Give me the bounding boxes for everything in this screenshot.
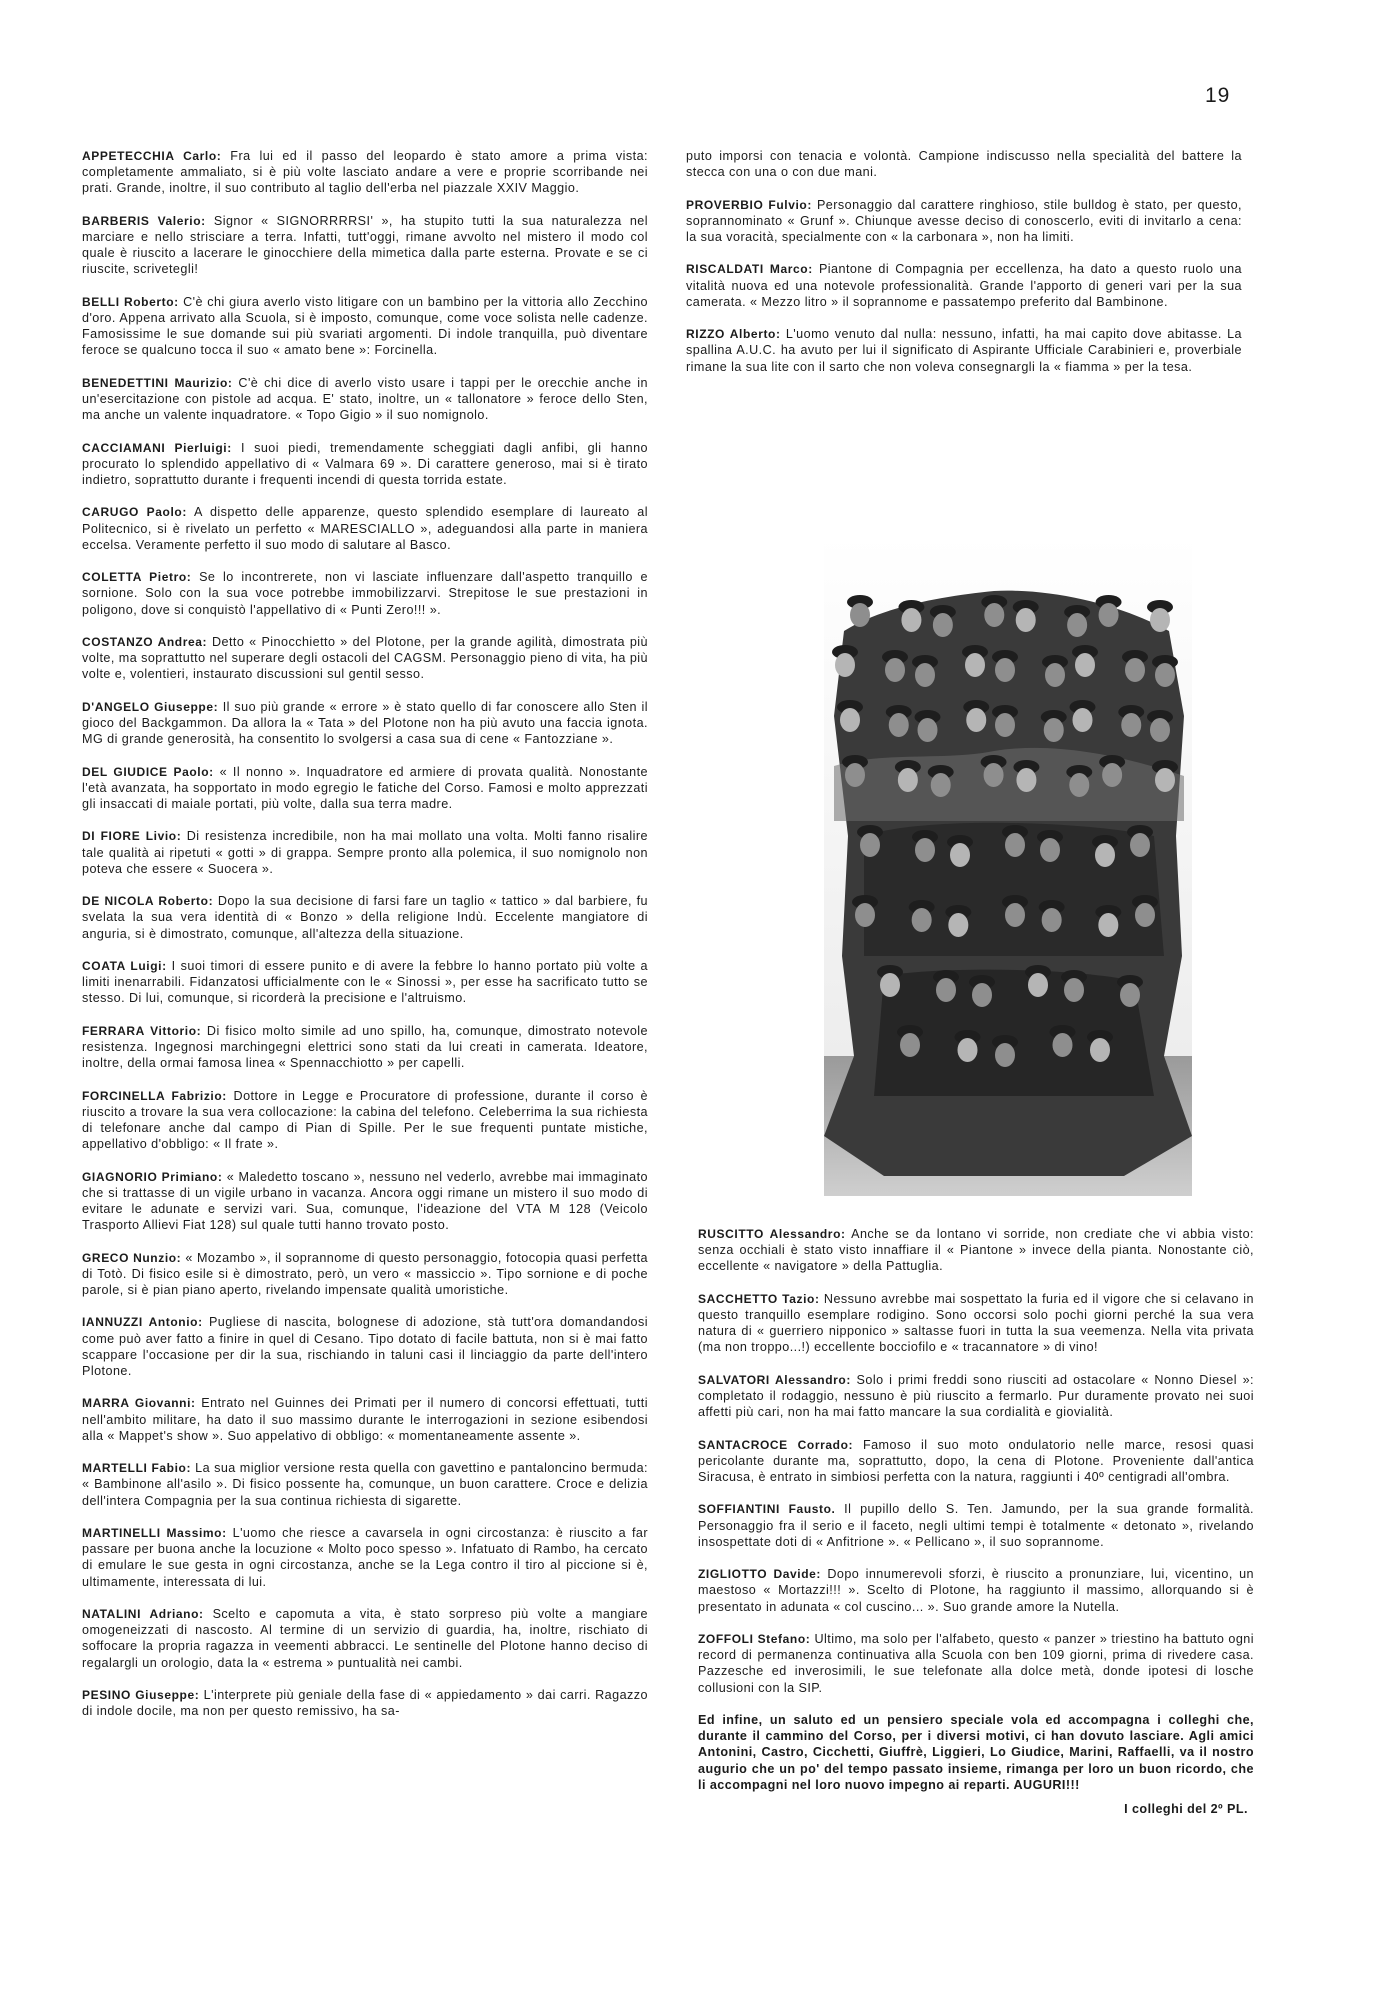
profile-name: BELLI Roberto: [82,294,179,309]
profile-text: « Mozambo », il soprannome di questo personaggio, fotocopia quasi perfetta di Totò. Di fisico esile si è dimostrato, però, un vero « massiccio ». Tipo sornione e di poche parole, si è pian piano aperto, rivelando impensate qualità umoristiche. [82,1250,648,1297]
profile-name: BARBERIS Valerio: [82,213,206,228]
profile-entry [82,1088,648,1153]
profile-text: Signor « SIGNORRRRSI' », ha stupito tutti la sua naturalezza nel marciare e nello strisciare a terra. Infatti, tutt'oggi, rimane avvolto nel mistero il modo col quale è riuscito a lacerare le ginocchiere della mimetica dalla parte esterna. Provate e se ci riuscite, scrivetegli! [82,213,648,277]
profile-name: RISCALDATI Marco: [686,262,813,277]
soldier-face [948,913,968,937]
soldier-face [972,983,992,1007]
profile-name: GIAGNORIO Primiano: [82,1169,223,1184]
profile-entry [82,375,648,424]
soldier-face [931,773,951,797]
profile-text: I suoi piedi, tremendamente scheggiati dagli anfibi, gli hanno procurato lo splendido appellativo di « Valmara 69 ». Di carattere generoso, mai si è tirato indietro, soprattutto durante i frequenti incendi di questa torrida estate. [82,440,648,487]
soldier-face [845,763,865,787]
profile-entry [686,261,1242,310]
profile-entry [82,1460,648,1509]
profile-name: BENEDETTINI Maurizio: [82,375,233,390]
soldier-face [995,658,1015,682]
soldier-face [933,613,953,637]
soldier-face [912,908,932,932]
soldier-face [1150,608,1170,632]
profile-name: CACCIAMANI Pierluigi: [82,440,232,455]
soldier-face [995,1043,1015,1067]
profile-name: RIZZO Alberto: [686,327,781,342]
soldier-face [918,718,938,742]
profile-text: L'uomo venuto dal nulla: nessuno, infatti, ha mai capito dove abitasse. La spallina A.U.C. ha avuto per lui il significato di Aspirante Ufficiale Carabinieri e, proverbiale rimane la sua lite con il sarto che non voleva consegnargli la « fiamma » per la tesa. [686,327,1243,374]
profile-entry [82,1606,648,1671]
profile-entry [686,197,1242,246]
soldier-face [1016,608,1036,632]
profile-entry [82,569,648,618]
profile-text: Scelto e capomuta a vita, è stato sorpreso più volte a mangiare omogeneizzati di nascosto. Al termine di un servizio di guardia, ha, inoltre, rischiato di soffocare la propria ragazza in veementi abbracci. Le sentinelle del Plotone hanno deciso di regalargli un orologio, data la « estrema » puntualità nei cambi. [82,1606,648,1670]
soldier-face [1044,718,1064,742]
profile-name: MARTELLI Fabio: [82,1461,192,1476]
profile-name: RUSCITTO Alessandro: [698,1227,846,1241]
profile-name: COATA Luigi: [82,958,167,973]
profile-text: A dispetto delle apparenze, questo splendido esemplare di laureato al Politecnico, si è rivelato un perfetto « MARESCIALLO », adeguandosi alla parte in maniera eccelsa. Veramente perfetto il suo modo di salutare al Basco. [82,505,648,552]
soldier-face [1121,713,1141,737]
profile-text: I suoi timori di essere punito e di avere la febbre lo hanno portato più volte a limiti inenarrabili. Fidanzatosi ufficialmente con le « Sinossi », per esse ha sacrificato tutto se stesso. Di lui, comunque, si ricorderà la precisione e l'altruismo. [82,958,649,1006]
profile-entry [82,764,648,813]
profile-name: SOFFIANTINI Fausto. [698,1502,836,1517]
soldier-face [1102,763,1122,787]
profile-name: IANNUZZI Antonio: [82,1315,203,1330]
soldier-face [995,713,1015,737]
profile-entry [82,1525,648,1590]
profile-entry [82,1687,648,1719]
soldier-face [915,663,935,687]
profile-entry [698,1372,1254,1421]
soldier-face [1098,913,1118,937]
soldier-face [958,1038,978,1062]
soldier-face [1045,663,1065,687]
group-photo-image [824,536,1192,1196]
profile-text: Fra lui ed il passo del leopardo è stato amore a prima vista: completamente ammaliato, si è più volte lasciato andare a vere e proprie scorribande nei prati. Grande, inoltre, il suo contributo al taglio dell'erba nel piazzale XXIV Maggio. [82,149,648,196]
right-column-top [686,148,1242,391]
profile-entry [82,1250,648,1299]
profile-entry [686,326,1242,375]
signature: I colleghi del 2º PL. [1124,1802,1248,1816]
profile-entry [698,1501,1254,1550]
profile-text: Dottore in Legge e Procuratore di professione, durante il corso è riuscito a trovare la sua vera collocazione: la cabina del telefono. Celeberrima la sua richiesta di telefonare anche dal campo di Pian di Spille. Per le sue frequenti puntate mistiche, appellativo d'obbligo: « Il frate ». [82,1088,648,1152]
soldier-face [1125,658,1145,682]
soldier-face [1095,843,1115,867]
profile-name: SACCHETTO Tazio: [698,1291,820,1306]
profile-entry [82,504,648,553]
profile-name: APPETECCHIA Carlo: [82,149,222,163]
profile-name: CARUGO Paolo: [82,505,187,520]
soldier-face [915,838,935,862]
profile-name: DI FIORE Livio: [82,829,182,844]
profile-name: DEL GIUDICE Paolo: [82,764,214,779]
profile-entry [698,1631,1254,1696]
profile-entry [82,148,648,197]
profile-text: Nessuno avrebbe mai sospettato la furia ed il vigore che si celavano in questo tranquillo esemplare rodigino. Sono occorsi solo pochi giorni perché la sua vera natura di « guerriero nipponico » saltasse fuori in tutta la sua veemenza. Nella vita privata (ma non troppo...!) eccellente bocciofilo e « tracannatore » di vino! [698,1291,1254,1355]
soldier-face [984,763,1004,787]
profile-text: Solo i primi freddi sono riusciti ad ostacolare « Nonno Diesel »: completato il rodaggio, nessuno è più riuscito a fermarlo. Pur duramente provato nei suoi affetti più cari, non ha mai fatto mancare la sua cordialità e giovialità. [698,1372,1254,1420]
profile-name: FERRARA Vittorio: [82,1023,202,1038]
soldier-face [1155,663,1175,687]
profile-text: La sua miglior versione resta quella con gavettino e pantaloncino bermuda: « Bambinone all'asilo ». Di fisico possente ha, comunque, un buon carattere. Croce e delizia dell'intera Compagnia per la sua continua richiesta di sigarette. [82,1461,648,1508]
right-bottom-entries [698,1226,1254,1696]
soldier-face [1028,973,1048,997]
profile-entry [82,958,648,1007]
profile-entry [82,1314,648,1379]
soldier-face [840,708,860,732]
profile-entry [82,699,648,748]
profile-name: SANTACROCE Corrado: [698,1437,854,1452]
profile-text: Se lo incontrerete, non vi lasciate influenzare dall'aspetto tranquillo e sornione. Solo con la sua voce potrebbe immobilizzarvi. Strepitose le sue prestazioni in poligono, dove si conquistò l'appellativo di « Punti Zero!!! ». [82,570,648,617]
profile-text: Famoso il suo moto ondulatorio nelle marce, resosi quasi pericolante durante ma, soprattutto, dopo, la cena di Plotone. Proveniente dall'antica Siracusa, è entrato in simbiosi perfetta con la natura, raggiunti i 40º centigradi all'ombra. [698,1437,1254,1484]
soldier-face [1016,768,1036,792]
soldier-face [1005,833,1025,857]
profile-entry [82,893,648,942]
profile-name: PESINO Giuseppe: [82,1687,200,1702]
soldier-face [900,1033,920,1057]
profile-entry [82,294,648,359]
soldier-face [1067,613,1087,637]
profile-entry [82,213,648,278]
profile-text: Anche se da lontano vi sorride, non crediate che vi abbia visto: senza occhiali è stato visto innaffiare il « Piantone » invece della pianta. Nonostante ciò, eccellente « navigatore » della Pattuglia. [698,1227,1254,1274]
soldier-face [1053,1033,1073,1057]
profile-name: MARTINELLI Massimo: [82,1525,227,1540]
profile-entry [82,440,648,489]
profile-text: Di fisico molto simile ad uno spillo, ha, comunque, dimostrato notevole resistenza. Ingegnosi marchingegni elettrici sono stati da lui creati in camerata. Ideatore, inoltre, della ormai famosa linea « Spennacchiotto » per capelli. [82,1023,648,1071]
profile-text: Ultimo, ma solo per l'alfabeto, questo « panzer » triestino ha battuto ogni record di permanenza continuativa alla Scuola con ben 109 giorni, prima di rivedere casa. Pazzesche ed inverosimili, le sue telefonate alla dolce metà, donde ipotesi di losche collusioni con la SIP. [698,1631,1254,1695]
profile-text: Dopo innumerevoli sforzi, è riuscito a pronunziare, lui, vicentino, un maestoso « Mortazzi!!! ». Scelto di Plotone, ha raggiunto il massimo, allorquando si è presentato in adunata « col cuscino... ». Suo grande amore la Nutella. [698,1567,1254,1614]
profile-text: Pugliese di nascita, bolognese di adozione, stà tutt'ora domandandosi come può aver fatto a finire in quel di Cesano. Tipo dotato di facile battuta, non si è mai fatto scappare l'occasione per dir la sua, rischiando in taluni casi il linciaggio da parte dell'intero Plotone. [82,1315,648,1378]
soldier-face [966,708,986,732]
profile-text: L'interprete più geniale della fase di « appiedamento » dai carri. Ragazzo di indole docile, ma non per questo remissivo, ha sa- [82,1687,648,1719]
profile-name: NATALINI Adriano: [82,1606,204,1621]
right-column-bottom [698,1226,1254,1817]
profile-name: DE NICOLA Roberto: [82,894,214,909]
profile-name: MARRA Giovanni: [82,1396,196,1411]
soldier-face [984,603,1004,627]
soldier-face [885,658,905,682]
soldier-face [1130,833,1150,857]
soldier-face [850,603,870,627]
soldier-face [1005,903,1025,927]
profile-name: D'ANGELO Giuseppe: [82,699,219,714]
profile-entry [82,1395,648,1444]
profile-name: PROVERBIO Fulvio: [686,197,812,212]
profile-entry [698,1566,1254,1615]
profile-text: Dopo la sua decisione di farsi fare un taglio « tattico » dal barbiere, fu svelata la sua vera identità di « Bonzo » della religione Indù. Eccelente mangiatore di anguria, si è dimostrato, comunque, all'altezza della situazione. [82,894,648,941]
profile-text: « Maledetto toscano », nessuno nel vederlo, avrebbe mai immaginato che si trattasse di un vigile urbano in vacanza. Ancora oggi rimane un mistero il suo modo di evitare le adunate e servizi vari. Sua, comunque, l'ideazione del VTA M 128 (Veicolo Trasporto Allievi Fiat 128) sul quale tutti hanno trovato posto. [82,1169,649,1233]
left-column [82,148,648,1736]
profile-name: ZIGLIOTTO Davide: [698,1567,822,1582]
profile-text: Piantone di Compagnia per eccellenza, ha dato a questo ruolo una vitalità nuova ed una notevole professionalità. Grande l'apporto di generi vari per la sua camerata. « Mezzo litro » il soprannome e passatempo preferito dal Bambinone. [686,262,1242,309]
soldier-face [889,713,909,737]
soldier-face [1064,978,1084,1002]
soldier-face [898,768,918,792]
soldier-face [1150,718,1170,742]
profile-text: C'è chi dice di averlo visto usare i tappi per le orecchie anche in un'esercitazione con pistole ad acqua. E' stato, inoltre, un « tallonatore » feroce dello Sten, ma anche un valente inquadratore. « Topo Gigio » il suo nomignolo. [82,375,648,423]
soldier-face [1090,1038,1110,1062]
profile-entry [698,1291,1254,1356]
profile-text: Di resistenza incredibile, non ha mai mollato una volta. Molti fanno risalire tale qualità ai ripetuti « gotti » di grappa. Sempre pronto alla polemica, il suo nomignolo non poteva che essere « Suocera ». [82,829,649,876]
profile-name: SALVATORI Alessandro: [698,1372,851,1387]
profile-entry [82,634,648,683]
profile-name: GRECO Nunzio: [82,1250,182,1265]
profile-name: COLETTA Pietro: [82,570,192,585]
profile-text: C'è chi giura averlo visto litigare con un bambino per la vittoria allo Zecchino d'oro. Appena arrivato alla Scuola, si è imposto, comunque, come voce solista nelle cadenze. Famosissime le sue domande sui più svariati argomenti. Di indole tranquilla, può diventare feroce se qualcuno tocca il suo « amato bene »: Forcinella. [82,294,648,358]
soldier-face [1099,603,1119,627]
profile-text: Il suo più grande « errore » è stato quello di far conoscere allo Sten il gioco del Backgammon. Da allora la « Tata » del Plotone non ha più avuto una faccia ignota. MG di grande generosità, ha consentito lo svolgersi a casa sua di cene « Fantozziane ». [82,699,649,747]
soldier-face [1075,653,1095,677]
soldier-face [1042,908,1062,932]
soldier-face [855,903,875,927]
profile-entry [82,1169,648,1234]
profile-entry [82,1023,648,1072]
profile-name: FORCINELLA Fabrizio: [82,1088,227,1103]
profile-entry [698,1437,1254,1486]
soldier-face [901,608,921,632]
soldier-face [1069,773,1089,797]
profile-name: COSTANZO Andrea: [82,634,208,649]
profile-text: Personaggio dal carattere ringhioso, stile bulldog è stato, per questo, soprannominato « Grunf ». Chiunque avesse deciso di conoscerlo, eviti di invitarlo a cena: la sua voracità, specialmente con « la carbonara », non ha limiti. [686,197,1242,244]
profile-text: « Il nonno ». Inquadratore ed armiere di provata qualità. Nonostante l'età avanzata, ha sopportato in modo egregio le fatiche del Corso. Famosi e molto apprezzati gli insaccati di maiale portati, più volte, dalla sua terra madre. [82,764,648,811]
page-number: 19 [1205,84,1231,107]
continued-paragraph: puto imporsi con tenacia e volontà. Campione indiscusso nella specialità del battere la stecca con una o con due mani. [686,149,1242,180]
soldier-face [1040,838,1060,862]
profile-entry [82,828,648,877]
profile-text: Il pupillo dello S. Ten. Jamundo, per la sua grande formalità. Personaggio fra il serio e il faceto, negli ultimi tempi è totalmente « detonato », rivelando insospettate doti di « Anfitrione ». « Pellicano », il suo soprannome. [698,1502,1254,1549]
closing-paragraph: Ed infine, un saluto ed un pensiero speciale vola ed accompagna i colleghi che, durante il cammino del Corso, per i diversi motivi, ci han dovuto lasciare. Agli amici Antonini, Castro, Cicchetti, Giuffrè, Liggieri, Lo Giudice, Marini, Raffaelli, va il nostro augurio che un po' del tempo passato insieme, rimanga per loro un buon ricordo, che li accompagni nel loro nuovo impegno ai reparti. AUGURI!!! [698,1712,1254,1792]
soldier-face [936,978,956,1002]
soldier-face [835,653,855,677]
profile-text: Entrato nel Guinnes dei Primati per il numero di concorsi effettuati, tutti nell'ambito militare, ha dato il suo massimo durante le interrogazioni in sezione esibendosi alla « Mappet's show ». Suo appelativo di obbligo: « momentaneamente assente ». [82,1396,648,1443]
profile-text: L'uomo che riesce a cavarsela in ogni circostanza: è riuscito a far passare per buona anche la locuzione « Molto poco spesso ». Infatuato di Rambo, ha cercato di emulare le sue gesta in ogni circostanza, anche se la Lega contro il tiro al piccione si è, ultimamente, interessata di lui. [82,1525,648,1589]
soldier-face [860,833,880,857]
soldier-face [1120,983,1140,1007]
soldier-face [1155,768,1175,792]
soldier-face [1073,708,1093,732]
profile-entry [698,1226,1254,1275]
profile-text: Detto « Pinocchietto » del Plotone, per la grande agilità, dimostrata più volte, ma soprattutto nel superare degli ostacoli del CAGSM. Personaggio pieno di vita, ha più volte e, volentieri, instaurato discussioni sul gentil sesso. [82,634,648,682]
soldier-face [1135,903,1155,927]
soldier-face [950,843,970,867]
soldier-face [965,653,985,677]
soldier-face [880,973,900,997]
profile-name: ZOFFOLI Stefano: [698,1631,811,1646]
right-top-entries [686,197,1242,375]
